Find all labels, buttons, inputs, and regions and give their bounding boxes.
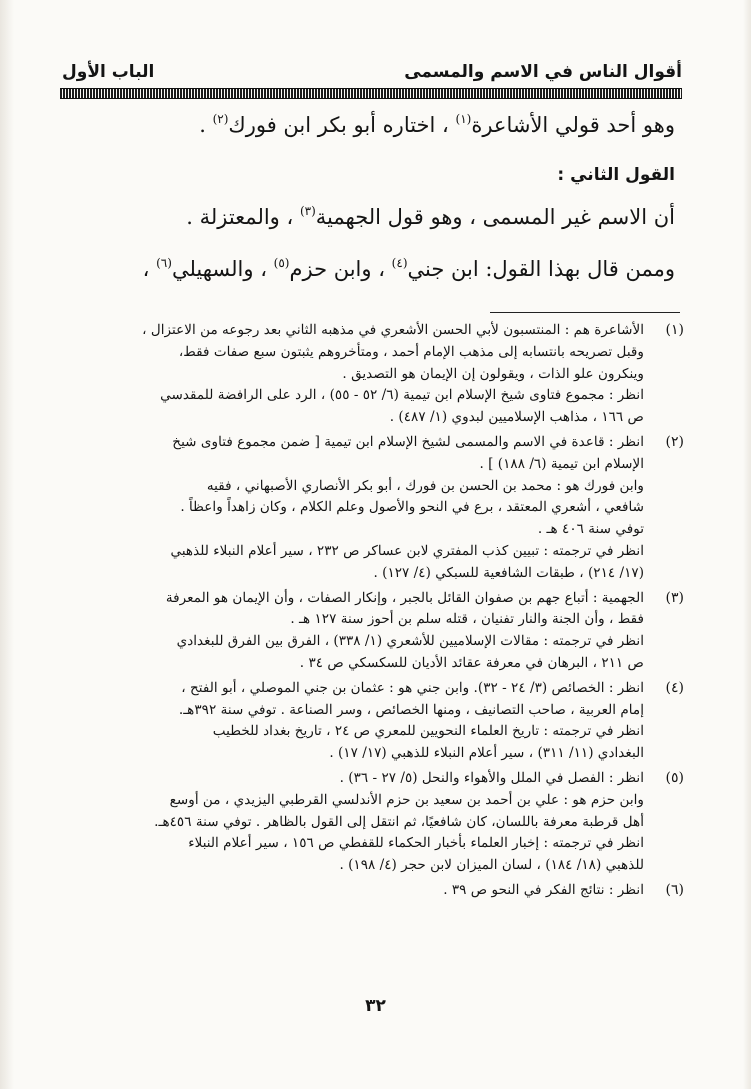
footnote-ref-6[interactable]: (٦) xyxy=(156,256,172,270)
footnote-line: انظر : الفصل في الملل والأهواء والنحل (٥/ ٢٧ - ٣٦) . xyxy=(339,769,644,786)
book-title: أقوال الناس في الاسم والمسمى xyxy=(404,62,682,82)
footnote-line: وقبل تصريحه بانتسابه إلى مذهب الإمام أحمد ، ومتأخروهم يثبتون سبع صفات فقط، xyxy=(178,343,644,360)
footnote-line: شافعي ، أشعري المعتقد ، برع في النحو والأصول وعلم الكلام ، وكان زاهداً واعظاً . xyxy=(180,499,644,516)
footnote-number: (٢) xyxy=(665,433,684,450)
footnote-line: الإسلام ابن تيمية (٦/ ١٨٨) ] . xyxy=(479,455,644,472)
footnote-ref-5[interactable]: (٥) xyxy=(273,256,290,270)
footnote-line: إمام العربية ، صاحب التصانيف ، ومنها الخصائص ، وسر الصناعة . توفي سنة ٣٩٢هـ. xyxy=(178,701,644,718)
text-segment: ، اختاره أبو بكر ابن فورك xyxy=(228,113,456,137)
footnote-line: للذهبي (١٨/ ١٨٤) ، لسان الميزان لابن حجر (٤/ ١٩٨) . xyxy=(339,857,644,874)
footnote-separator xyxy=(490,312,680,313)
footnote-line: وابن حزم هو : علي بن أحمد بن سعيد بن حزم الأندلسي القرطبي اليزيدي ، من أوسع xyxy=(169,791,644,808)
footnote-5 xyxy=(62,768,684,877)
text-segment: ، xyxy=(142,257,157,281)
footnote-line: انظر : مجموع فتاوى شيخ الإسلام ابن تيمية (٦/ ٥٢ - ٥٥) ، الرد على الرافضة للمقدسي xyxy=(160,387,644,404)
footnote-line: الجهمية : أتباع جهم بن صفوان القائل بالجبر ، وإنكار الصفات ، وأن الإيمان هو المعرفة xyxy=(165,589,644,606)
footnote-line: فقط ، وأن الجنة والنار تفنيان ، قتله سلم بن أحوز سنة ١٢٧ هـ . xyxy=(290,611,644,628)
footnote-line: انظر في ترجمته : تاريخ العلماء النحويين للمعري ص ٢٤ ، تاريخ بغداد للخطيب xyxy=(212,723,644,740)
footnote-line: (١٧/ ٢١٤) ، طبقات الشافعية للسبكي (٤/ ١٢٧) . xyxy=(373,564,644,581)
chapter-title: الباب الأول xyxy=(62,62,155,82)
footnotes xyxy=(62,320,684,905)
text-segment: ، والسهيلي xyxy=(171,257,274,281)
footnote-number: (٣) xyxy=(665,589,684,606)
text-segment: ، وابن حزم xyxy=(289,257,392,281)
section-heading: القول الثاني : xyxy=(557,165,675,185)
footnote-line: توفي سنة ٤٠٦ هـ . xyxy=(537,521,644,538)
footnote-line: وينكرون علو الذات ، ويقولون إن الإيمان هو التصديق . xyxy=(342,365,644,382)
footnote-line: انظر في ترجمته : تبيين كذب المفتري لابن عساكر ص ٢٣٢ ، سير أعلام النبلاء للذهبي xyxy=(170,542,644,559)
footnote-line: البغدادي (١١/ ٣١١) ، سير أعلام النبلاء للذهبي (١٧/ ١٧) . xyxy=(329,745,644,762)
footnote-line: ص ٢١١ ، البرهان في معرفة عقائد الأديان للسكسكي ص ٣٤ . xyxy=(299,654,644,671)
footnote-number: (٦) xyxy=(665,881,684,898)
text-segment: وممن قال بهذا القول: ابن جني xyxy=(407,257,675,281)
main-line-1 xyxy=(75,110,675,141)
header-rule xyxy=(60,88,682,99)
footnote-line: انظر : نتائج الفكر في النحو ص ٣٩ . xyxy=(443,881,644,898)
footnote-number: (١) xyxy=(665,322,684,338)
footnote-line: الأشاعرة هم : المنتسبون لأبي الحسن الأشعري في مذهبه الثاني بعد رجوعه من الاعتزال ، xyxy=(142,322,644,338)
footnote-line: وابن فورك هو : محمد بن الحسن بن فورك ، أبو بكر الأنصاري الأصبهاني ، فقيه xyxy=(206,477,644,494)
footnote-line: انظر : الخصائص (٣/ ٢٤ - ٣٢). وابن جني هو : عثمان بن جني الموصلي ، أبو الفتح ، xyxy=(181,679,644,696)
footnote-1 xyxy=(62,320,684,429)
footnote-line: انظر في ترجمته : إخبار العلماء بأخبار الحكماء للقفطي ص ١٥٦ ، سير أعلام النبلاء xyxy=(188,835,644,852)
text-segment: ، والمعتزلة . xyxy=(186,205,300,229)
footnote-number: (٤) xyxy=(665,679,684,696)
footnote-line: انظر : قاعدة في الاسم والمسمى لشيخ الإسلام ابن تيمية [ ضمن مجموع فتاوى شيخ xyxy=(172,433,644,450)
text-segment: وهو أحد قولي الأشاعرة xyxy=(471,113,675,137)
footnote-ref-4[interactable]: (٤) xyxy=(391,256,408,270)
scan-edge-left xyxy=(0,0,14,1089)
footnote-line: ص ١٦٦ ، مذاهب الإسلاميين لبدوي (١/ ٤٨٧) . xyxy=(389,409,644,426)
footnote-line: أهل قرطبة معرفة باللسان، كان شافعيًا، ثم انتقل إلى القول بالظاهر . توفي سنة ٤٥٦هـ. xyxy=(154,813,644,830)
text-segment: . xyxy=(199,113,213,137)
main-line-3 xyxy=(75,254,675,285)
page-number: ٣٢ xyxy=(365,996,386,1016)
footnote-ref-2[interactable]: (٢) xyxy=(212,112,229,126)
text-segment: أن الاسم غير المسمى ، وهو قول الجهمية xyxy=(315,205,675,229)
footnote-ref-1[interactable]: (١) xyxy=(455,112,472,126)
footnote-2 xyxy=(62,432,684,585)
scan-edge-right xyxy=(743,0,751,1089)
footnote-4 xyxy=(62,678,684,765)
footnote-6 xyxy=(62,880,684,902)
footnote-line: انظر في ترجمته : مقالات الإسلاميين للأشعري (١/ ٣٣٨) ، الفرق بين الفرق للبغدادي xyxy=(176,633,644,650)
footnote-3 xyxy=(62,588,684,675)
footnote-ref-3[interactable]: (٣) xyxy=(299,204,316,218)
main-line-2 xyxy=(75,202,675,233)
footnote-number: (٥) xyxy=(665,769,684,786)
running-header xyxy=(62,58,682,86)
